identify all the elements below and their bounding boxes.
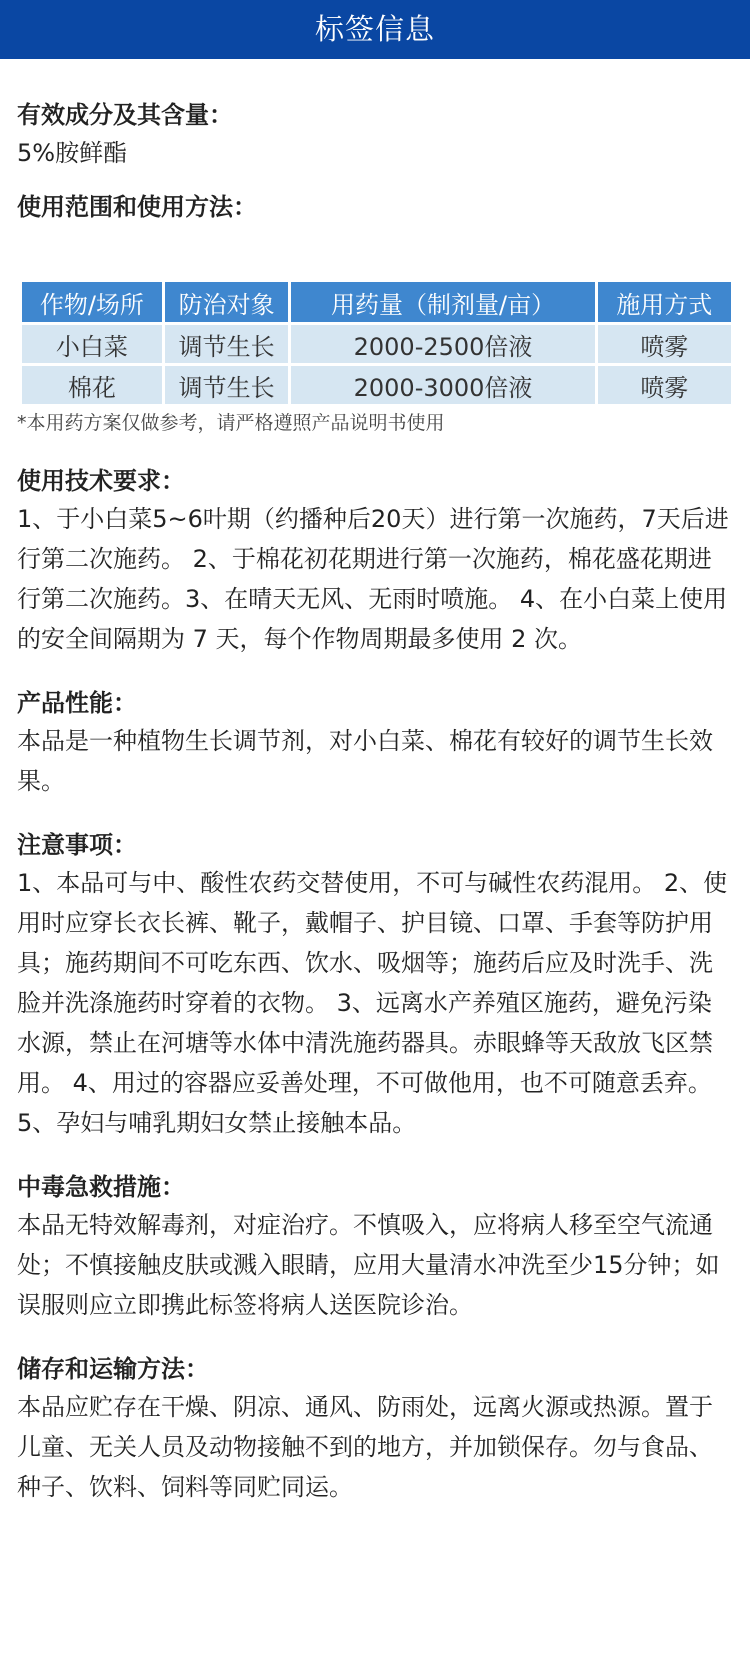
- col-dosage: 用药量（制剂量/亩）: [291, 282, 594, 322]
- cell-method: 喷雾: [598, 366, 731, 404]
- storage-title: 储存和运输方法：: [17, 1355, 209, 1383]
- col-method: 施用方式: [598, 282, 731, 322]
- notes-section: [17, 829, 733, 1143]
- storage-body: 本品应贮存在干燥、阴凉、通风、防雨处，远离火源或热源。置于儿童、无关人员及动物接触不到的地方，并加锁保存。勿与食品、种子、饮料、饲料等同贮同运。: [17, 1393, 713, 1501]
- usage-section: [17, 191, 733, 437]
- cell-dosage: 2000-2500倍液: [291, 325, 594, 363]
- usage-table: [19, 279, 734, 407]
- tech-body: 1、于小白菜5~6叶期（约播种后20天）进行第一次施药，7天后进行第二次施药。 2、于棉花初花期进行第一次施药，棉花盛花期进行第二次施药。3、在晴天无风、无雨时喷施。 4、在小白菜上使用的安全间隔期为 7 天，每个作物周期最多使用 2 次。: [17, 505, 729, 653]
- ingredients-value: 5%胺鲜酯: [17, 139, 128, 167]
- notes-body: 1、本品可与中、酸性农药交替使用，不可与碱性农药混用。 2、使用时应穿长衣长裤、靴子，戴帽子、护目镜、口罩、手套等防护用具；施药期间不可吃东西、饮水、吸烟等；施药后应及时洗手、洗脸并洗涤施药时穿着的衣物。 3、远离水产养殖区施药，避免污染水源，禁止在河塘等水体中清洗施药器具。赤眼蜂等天敌放飞区禁用。 4、用过的容器应妥善处理，不可做他用，也不可随意丢弃。 5、孕妇与哺乳期妇女禁止接触本品。: [17, 869, 728, 1137]
- storage-section: [17, 1353, 733, 1507]
- cell-target: 调节生长: [165, 325, 289, 363]
- notes-title: 注意事项：: [17, 831, 137, 859]
- ingredients-title: 有效成分及其含量：: [17, 101, 233, 129]
- cell-target: 调节生长: [165, 366, 289, 404]
- usage-table-header-row: [22, 282, 731, 322]
- page-title: 标签信息: [314, 12, 435, 46]
- firstaid-title: 中毒急救措施：: [17, 1173, 185, 1201]
- performance-body: 本品是一种植物生长调节剂，对小白菜、棉花有较好的调节生长效果。: [17, 727, 713, 795]
- label-content: [0, 99, 750, 1507]
- usage-note: *本用药方案仅做参考，请严格遵照产品说明书使用: [17, 412, 445, 434]
- firstaid-body: 本品无特效解毒剂，对症治疗。不慎吸入，应将病人移至空气流通处；不慎接触皮肤或溅入眼睛，应用大量清水冲洗至少15分钟；如误服则应立即携此标签将病人送医院诊治。: [17, 1211, 720, 1319]
- firstaid-section: [17, 1171, 733, 1325]
- col-crop: 作物/场所: [22, 282, 162, 322]
- ingredients-section: [17, 99, 733, 173]
- cell-method: 喷雾: [598, 325, 731, 363]
- performance-title: 产品性能：: [17, 689, 137, 717]
- usage-title: 使用范围和使用方法：: [17, 193, 257, 221]
- usage-table-wrap: [19, 279, 733, 407]
- col-target: 防治对象: [165, 282, 289, 322]
- page-header: [0, 0, 750, 59]
- tech-section: [17, 465, 733, 659]
- table-row: [22, 366, 731, 404]
- tech-title: 使用技术要求：: [17, 467, 185, 495]
- cell-crop: 小白菜: [22, 325, 162, 363]
- performance-section: [17, 687, 733, 801]
- cell-crop: 棉花: [22, 366, 162, 404]
- cell-dosage: 2000-3000倍液: [291, 366, 594, 404]
- table-row: [22, 325, 731, 363]
